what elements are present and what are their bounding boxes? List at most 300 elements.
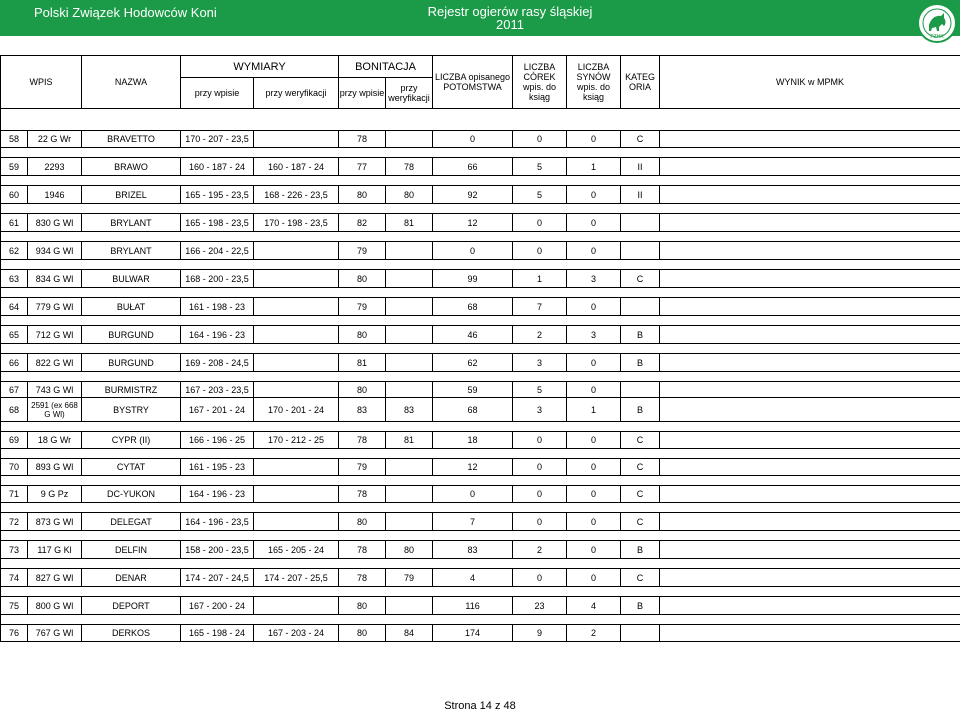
cell-nazwa: BURMISTRZ <box>82 382 181 398</box>
spacer-cell <box>1 372 960 382</box>
cell-wymiary-wpis: 167 - 201 - 24 <box>181 398 254 422</box>
cell-synowie: 0 <box>567 513 621 531</box>
cell-nr: 69 <box>1 432 28 449</box>
cell-bonitacja-wpis: 78 <box>339 131 386 148</box>
cell-kategoria: B <box>621 398 660 422</box>
row-spacer <box>1 148 960 158</box>
cell-synowie: 0 <box>567 298 621 316</box>
cell-potomstwo: 92 <box>433 186 513 204</box>
cell-wymiary-wpis: 161 - 198 - 23 <box>181 298 254 316</box>
cell-kategoria: B <box>621 326 660 344</box>
cell-wymiary-wpis: 165 - 195 - 23,5 <box>181 186 254 204</box>
spacer-cell <box>1 109 960 131</box>
cell-bonitacja-weryfikacja <box>386 131 433 148</box>
table-row <box>1 158 960 176</box>
table-row <box>1 270 960 288</box>
cell-potomstwo: 0 <box>433 242 513 260</box>
cell-potomstwo: 12 <box>433 214 513 232</box>
table-row <box>1 298 960 316</box>
cell-wpis: 800 G Wl <box>28 597 82 615</box>
cell-wynik <box>660 298 960 316</box>
cell-wpis: 743 G Wl <box>28 382 82 398</box>
cell-kategoria <box>621 298 660 316</box>
cell-nazwa: DENAR <box>82 569 181 587</box>
cell-corki: 5 <box>513 186 567 204</box>
row-spacer <box>1 232 960 242</box>
cell-wymiary-weryfikacja: 170 - 198 - 23,5 <box>254 214 339 232</box>
table-row <box>1 242 960 260</box>
page-number: Strona 14 z 48 <box>444 700 516 712</box>
cell-wpis: 827 G Wl <box>28 569 82 587</box>
column-corek: LICZBA CÓREK wpis. do ksiąg <box>513 56 567 109</box>
cell-wpis: 822 G Wl <box>28 354 82 372</box>
cell-kategoria: C <box>621 486 660 503</box>
cell-nr: 74 <box>1 569 28 587</box>
column-potomstwa: LICZBA opisanego POTOMSTWA <box>433 56 513 109</box>
cell-synowie: 3 <box>567 326 621 344</box>
cell-kategoria <box>621 214 660 232</box>
spacer-cell <box>1 148 960 158</box>
row-spacer <box>1 372 960 382</box>
cell-wymiary-weryfikacja <box>254 298 339 316</box>
cell-corki: 0 <box>513 569 567 587</box>
cell-kategoria: C <box>621 432 660 449</box>
cell-potomstwo: 68 <box>433 298 513 316</box>
cell-bonitacja-weryfikacja <box>386 597 433 615</box>
cell-synowie: 0 <box>567 382 621 398</box>
cell-wymiary-weryfikacja <box>254 513 339 531</box>
cell-wymiary-wpis: 164 - 196 - 23 <box>181 326 254 344</box>
cell-nr: 73 <box>1 541 28 559</box>
cell-nazwa: BURGUND <box>82 354 181 372</box>
cell-nr: 75 <box>1 597 28 615</box>
row-spacer <box>1 587 960 597</box>
cell-nr: 67 <box>1 382 28 398</box>
stallion-registry-table <box>0 55 960 642</box>
row-spacer <box>1 176 960 186</box>
cell-wynik <box>660 513 960 531</box>
spacer-cell <box>1 615 960 625</box>
cell-corki: 5 <box>513 158 567 176</box>
cell-wynik <box>660 186 960 204</box>
cell-wymiary-weryfikacja <box>254 597 339 615</box>
spacer-cell <box>1 204 960 214</box>
cell-wynik <box>660 398 960 422</box>
cell-bonitacja-wpis: 77 <box>339 158 386 176</box>
cell-wynik <box>660 569 960 587</box>
spacer-cell <box>1 260 960 270</box>
cell-bonitacja-weryfikacja <box>386 513 433 531</box>
cell-nazwa: BRAWO <box>82 158 181 176</box>
organization-name: Polski Związek Hodowców Koni <box>34 5 217 20</box>
cell-nr: 72 <box>1 513 28 531</box>
spacer-cell <box>1 176 960 186</box>
table-row <box>1 597 960 615</box>
cell-wymiary-weryfikacja: 167 - 203 - 24 <box>254 625 339 642</box>
cell-synowie: 1 <box>567 398 621 422</box>
cell-nazwa: DC-YUKON <box>82 486 181 503</box>
cell-bonitacja-wpis: 82 <box>339 214 386 232</box>
cell-bonitacja-weryfikacja: 81 <box>386 214 433 232</box>
cell-wymiary-weryfikacja: 170 - 201 - 24 <box>254 398 339 422</box>
cell-synowie: 2 <box>567 625 621 642</box>
cell-bonitacja-wpis: 80 <box>339 382 386 398</box>
registry-year: 2011 <box>496 17 524 32</box>
cell-corki: 3 <box>513 398 567 422</box>
table-row <box>1 131 960 148</box>
cell-bonitacja-wpis: 81 <box>339 354 386 372</box>
cell-corki: 3 <box>513 354 567 372</box>
cell-nazwa: BRAVETTO <box>82 131 181 148</box>
table-row <box>1 432 960 449</box>
cell-nazwa: DELFIN <box>82 541 181 559</box>
cell-wymiary-wpis: 169 - 208 - 24,5 <box>181 354 254 372</box>
cell-wymiary-weryfikacja: 174 - 207 - 25,5 <box>254 569 339 587</box>
cell-kategoria: C <box>621 513 660 531</box>
cell-bonitacja-wpis: 83 <box>339 398 386 422</box>
cell-wynik <box>660 432 960 449</box>
cell-wynik <box>660 382 960 398</box>
cell-wynik <box>660 486 960 503</box>
spacer-cell <box>1 232 960 242</box>
cell-corki: 23 <box>513 597 567 615</box>
cell-synowie: 0 <box>567 459 621 476</box>
spacer-cell <box>1 288 960 298</box>
cell-kategoria: C <box>621 569 660 587</box>
cell-synowie: 0 <box>567 214 621 232</box>
cell-bonitacja-wpis: 79 <box>339 242 386 260</box>
table-row <box>1 398 960 422</box>
cell-corki: 1 <box>513 270 567 288</box>
cell-nazwa: DEPORT <box>82 597 181 615</box>
cell-wymiary-wpis: 167 - 203 - 23,5 <box>181 382 254 398</box>
row-spacer <box>1 344 960 354</box>
cell-bonitacja-weryfikacja: 80 <box>386 541 433 559</box>
cell-potomstwo: 62 <box>433 354 513 372</box>
cell-wymiary-weryfikacja <box>254 326 339 344</box>
cell-bonitacja-wpis: 80 <box>339 326 386 344</box>
cell-wynik <box>660 131 960 148</box>
cell-synowie: 0 <box>567 541 621 559</box>
cell-potomstwo: 66 <box>433 158 513 176</box>
column-wymiary-wpis: przy wpisie <box>181 78 254 109</box>
cell-bonitacja-wpis: 78 <box>339 541 386 559</box>
column-bonitacja-weryfikacja: przy weryfikacji <box>386 78 433 109</box>
cell-nazwa: DELEGAT <box>82 513 181 531</box>
cell-bonitacja-weryfikacja <box>386 242 433 260</box>
cell-wymiary-wpis: 174 - 207 - 24,5 <box>181 569 254 587</box>
cell-corki: 0 <box>513 513 567 531</box>
logo-text: PZHK <box>930 34 944 40</box>
cell-wymiary-wpis: 160 - 187 - 24 <box>181 158 254 176</box>
row-spacer <box>1 316 960 326</box>
cell-wynik <box>660 459 960 476</box>
cell-potomstwo: 99 <box>433 270 513 288</box>
cell-wymiary-weryfikacja <box>254 131 339 148</box>
registry-title-line: Rejestr ogierów rasy śląskiej <box>427 4 593 19</box>
cell-corki: 2 <box>513 326 567 344</box>
cell-kategoria: B <box>621 354 660 372</box>
row-spacer <box>1 503 960 513</box>
registry-title <box>340 5 680 31</box>
cell-nr: 63 <box>1 270 28 288</box>
cell-corki: 0 <box>513 214 567 232</box>
cell-wynik <box>660 158 960 176</box>
cell-nazwa: CYTAT <box>82 459 181 476</box>
cell-corki: 5 <box>513 382 567 398</box>
cell-bonitacja-weryfikacja: 84 <box>386 625 433 642</box>
cell-wymiary-weryfikacja <box>254 382 339 398</box>
cell-nazwa: DERKOS <box>82 625 181 642</box>
cell-synowie: 0 <box>567 131 621 148</box>
cell-nr: 64 <box>1 298 28 316</box>
cell-wpis: 1946 <box>28 186 82 204</box>
cell-kategoria: II <box>621 158 660 176</box>
cell-bonitacja-weryfikacja <box>386 270 433 288</box>
cell-wymiary-weryfikacja <box>254 459 339 476</box>
cell-nr: 70 <box>1 459 28 476</box>
cell-kategoria <box>621 382 660 398</box>
cell-wymiary-weryfikacja <box>254 354 339 372</box>
cell-nr: 66 <box>1 354 28 372</box>
cell-wymiary-wpis: 161 - 195 - 23 <box>181 459 254 476</box>
cell-wymiary-weryfikacja <box>254 486 339 503</box>
cell-bonitacja-wpis: 80 <box>339 186 386 204</box>
cell-wymiary-wpis: 158 - 200 - 23,5 <box>181 541 254 559</box>
spacer-cell <box>1 422 960 432</box>
row-spacer <box>1 109 960 131</box>
cell-potomstwo: 7 <box>433 513 513 531</box>
cell-wymiary-wpis: 165 - 198 - 24 <box>181 625 254 642</box>
cell-wpis: 873 G Wl <box>28 513 82 531</box>
cell-wpis: 117 G Kl <box>28 541 82 559</box>
table-row <box>1 625 960 642</box>
row-spacer <box>1 476 960 486</box>
cell-wymiary-wpis: 165 - 198 - 23,5 <box>181 214 254 232</box>
cell-wymiary-wpis: 166 - 196 - 25 <box>181 432 254 449</box>
cell-wymiary-wpis: 170 - 207 - 23,5 <box>181 131 254 148</box>
cell-potomstwo: 83 <box>433 541 513 559</box>
cell-bonitacja-weryfikacja <box>386 326 433 344</box>
cell-nazwa: BRYLANT <box>82 242 181 260</box>
cell-corki: 0 <box>513 242 567 260</box>
cell-synowie: 1 <box>567 158 621 176</box>
column-wymiary-weryfikacja: przy weryfikacji <box>254 78 339 109</box>
cell-corki: 9 <box>513 625 567 642</box>
cell-synowie: 0 <box>567 354 621 372</box>
cell-wpis: 18 G Wr <box>28 432 82 449</box>
cell-nr: 65 <box>1 326 28 344</box>
cell-bonitacja-wpis: 80 <box>339 513 386 531</box>
cell-bonitacja-weryfikacja: 83 <box>386 398 433 422</box>
cell-kategoria: C <box>621 270 660 288</box>
cell-wymiary-weryfikacja <box>254 242 339 260</box>
row-spacer <box>1 422 960 432</box>
cell-kategoria: B <box>621 541 660 559</box>
cell-bonitacja-weryfikacja: 78 <box>386 158 433 176</box>
column-nazwa: NAZWA <box>82 56 181 109</box>
cell-bonitacja-wpis: 78 <box>339 486 386 503</box>
cell-wpis: 22 G Wr <box>28 131 82 148</box>
cell-wynik <box>660 214 960 232</box>
column-bonitacja: BONITACJA <box>339 56 433 78</box>
cell-bonitacja-weryfikacja <box>386 382 433 398</box>
cell-wpis: 779 G Wl <box>28 298 82 316</box>
cell-wynik <box>660 597 960 615</box>
cell-nr: 60 <box>1 186 28 204</box>
cell-potomstwo: 59 <box>433 382 513 398</box>
table-row <box>1 186 960 204</box>
cell-corki: 0 <box>513 432 567 449</box>
cell-potomstwo: 116 <box>433 597 513 615</box>
header-bar <box>0 0 960 36</box>
cell-wynik <box>660 354 960 372</box>
cell-potomstwo: 12 <box>433 459 513 476</box>
cell-wpis: 830 G Wl <box>28 214 82 232</box>
cell-nr: 61 <box>1 214 28 232</box>
table-row <box>1 486 960 503</box>
cell-nazwa: BUŁAT <box>82 298 181 316</box>
column-synow: LICZBA SYNÓW wpis. do ksiąg <box>567 56 621 109</box>
cell-wymiary-weryfikacja: 168 - 226 - 23,5 <box>254 186 339 204</box>
spacer-cell <box>1 344 960 354</box>
cell-wymiary-wpis: 168 - 200 - 23,5 <box>181 270 254 288</box>
cell-wynik <box>660 541 960 559</box>
cell-wymiary-weryfikacja: 170 - 212 - 25 <box>254 432 339 449</box>
column-wynik: WYNIK w MPMK <box>660 56 960 109</box>
table-row <box>1 214 960 232</box>
cell-potomstwo: 0 <box>433 486 513 503</box>
row-spacer <box>1 615 960 625</box>
cell-wymiary-wpis: 167 - 200 - 24 <box>181 597 254 615</box>
cell-synowie: 3 <box>567 270 621 288</box>
cell-kategoria: B <box>621 597 660 615</box>
cell-nr: 68 <box>1 398 28 422</box>
cell-wymiary-weryfikacja <box>254 270 339 288</box>
spacer-cell <box>1 531 960 541</box>
cell-synowie: 0 <box>567 569 621 587</box>
cell-wpis: 767 G Wl <box>28 625 82 642</box>
cell-wynik <box>660 242 960 260</box>
cell-bonitacja-wpis: 80 <box>339 597 386 615</box>
cell-bonitacja-wpis: 78 <box>339 432 386 449</box>
column-wpis: WPIS <box>1 56 82 109</box>
cell-potomstwo: 68 <box>433 398 513 422</box>
cell-wynik <box>660 326 960 344</box>
table-row <box>1 326 960 344</box>
cell-bonitacja-weryfikacja: 80 <box>386 186 433 204</box>
cell-wynik <box>660 625 960 642</box>
cell-nr: 76 <box>1 625 28 642</box>
cell-bonitacja-wpis: 80 <box>339 270 386 288</box>
cell-nazwa: BYSTRY <box>82 398 181 422</box>
cell-bonitacja-wpis: 80 <box>339 625 386 642</box>
spacer-cell <box>1 503 960 513</box>
cell-bonitacja-weryfikacja: 79 <box>386 569 433 587</box>
cell-synowie: 0 <box>567 242 621 260</box>
spacer-cell <box>1 316 960 326</box>
cell-wymiary-weryfikacja: 160 - 187 - 24 <box>254 158 339 176</box>
row-spacer <box>1 559 960 569</box>
cell-nazwa: BURGUND <box>82 326 181 344</box>
cell-wymiary-wpis: 164 - 196 - 23,5 <box>181 513 254 531</box>
cell-nazwa: BRIZEL <box>82 186 181 204</box>
cell-bonitacja-weryfikacja <box>386 298 433 316</box>
table-row <box>1 354 960 372</box>
cell-potomstwo: 0 <box>433 131 513 148</box>
cell-nr: 58 <box>1 131 28 148</box>
cell-wpis: 834 G Wl <box>28 270 82 288</box>
row-spacer <box>1 204 960 214</box>
cell-nazwa: BRYLANT <box>82 214 181 232</box>
cell-bonitacja-weryfikacja <box>386 354 433 372</box>
cell-wpis: 712 G Wl <box>28 326 82 344</box>
cell-corki: 2 <box>513 541 567 559</box>
cell-kategoria: C <box>621 131 660 148</box>
cell-corki: 0 <box>513 459 567 476</box>
cell-wpis: 2293 <box>28 158 82 176</box>
spacer-cell <box>1 559 960 569</box>
column-bonitacja-wpis: przy wpisie <box>339 78 386 109</box>
cell-nr: 62 <box>1 242 28 260</box>
cell-synowie: 0 <box>567 432 621 449</box>
cell-potomstwo: 18 <box>433 432 513 449</box>
cell-wymiary-weryfikacja: 165 - 205 - 24 <box>254 541 339 559</box>
row-spacer <box>1 531 960 541</box>
cell-synowie: 4 <box>567 597 621 615</box>
column-wymiary: WYMIARY <box>181 56 339 78</box>
cell-synowie: 0 <box>567 486 621 503</box>
row-spacer <box>1 288 960 298</box>
table-row <box>1 569 960 587</box>
table-row <box>1 459 960 476</box>
cell-bonitacja-wpis: 79 <box>339 459 386 476</box>
spacer-cell <box>1 476 960 486</box>
column-kategoria: KATEG ORIA <box>621 56 660 109</box>
table-row <box>1 541 960 559</box>
cell-wynik <box>660 270 960 288</box>
cell-wpis: 893 G Wl <box>28 459 82 476</box>
cell-wpis: 934 G Wl <box>28 242 82 260</box>
cell-bonitacja-weryfikacja <box>386 459 433 476</box>
table-body <box>1 109 960 642</box>
cell-wymiary-wpis: 166 - 204 - 22,5 <box>181 242 254 260</box>
pzhk-logo-icon <box>917 3 957 43</box>
cell-bonitacja-weryfikacja <box>386 486 433 503</box>
cell-wpis: 9 G Pz <box>28 486 82 503</box>
cell-nazwa: BULWAR <box>82 270 181 288</box>
cell-wymiary-wpis: 164 - 196 - 23 <box>181 486 254 503</box>
cell-wpis: 2591 (ex 668 G Wl) <box>28 398 82 422</box>
cell-bonitacja-wpis: 79 <box>339 298 386 316</box>
cell-potomstwo: 4 <box>433 569 513 587</box>
cell-corki: 0 <box>513 486 567 503</box>
cell-nr: 71 <box>1 486 28 503</box>
cell-kategoria: C <box>621 459 660 476</box>
cell-corki: 7 <box>513 298 567 316</box>
cell-kategoria: II <box>621 186 660 204</box>
cell-synowie: 0 <box>567 186 621 204</box>
cell-bonitacja-weryfikacja: 81 <box>386 432 433 449</box>
table-row <box>1 513 960 531</box>
cell-kategoria <box>621 242 660 260</box>
table-row <box>1 382 960 398</box>
cell-potomstwo: 46 <box>433 326 513 344</box>
cell-kategoria <box>621 625 660 642</box>
row-spacer <box>1 449 960 459</box>
cell-nr: 59 <box>1 158 28 176</box>
row-spacer <box>1 260 960 270</box>
